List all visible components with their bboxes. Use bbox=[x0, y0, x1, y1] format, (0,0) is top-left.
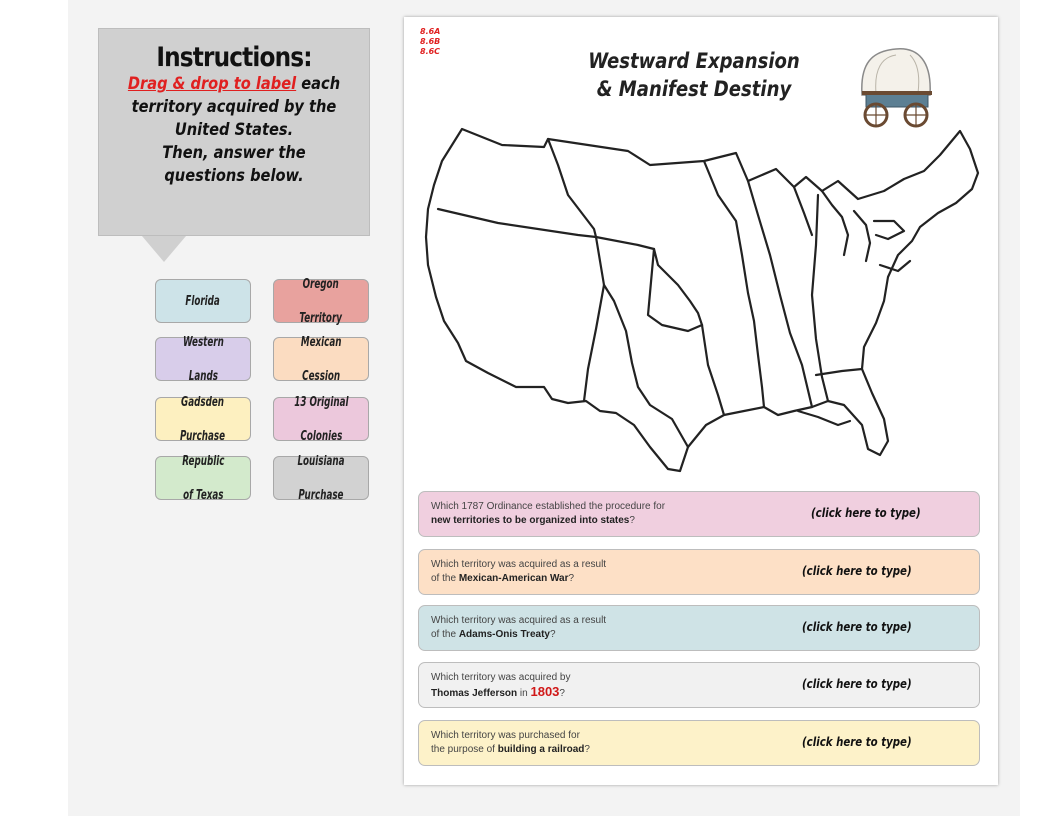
label-tile-13-original-colonies[interactable]: 13 Original Colonies bbox=[273, 397, 369, 441]
question-text-2: Which territory was acquired as a result of the Mexican-American War? bbox=[431, 559, 607, 584]
label-tile-oregon-territory[interactable]: Oregon Territory bbox=[273, 279, 369, 323]
answer-field-5[interactable]: (click here to type) bbox=[802, 735, 912, 749]
answer-field-1[interactable]: (click here to type) bbox=[811, 506, 921, 520]
label-tile-louisiana-purchase[interactable]: Louisiana Purchase bbox=[273, 456, 369, 500]
label-tile-western-lands[interactable]: Western Lands bbox=[155, 337, 251, 381]
label-tile-mexican-cession[interactable]: Mexican Cession bbox=[273, 337, 369, 381]
worksheet-title: Westward Expansion & Manifest Destiny bbox=[588, 49, 800, 101]
instructions-text: Drag & drop to label each territory acquired by the United States. Then, answer the questions below. bbox=[127, 74, 341, 186]
answer-field-2[interactable]: (click here to type) bbox=[802, 564, 912, 578]
question-row-2 bbox=[418, 549, 980, 595]
instructions-title: Instructions: bbox=[156, 42, 312, 73]
callout-pointer bbox=[142, 236, 186, 262]
drag-drop-highlight: Drag & drop to label bbox=[127, 74, 297, 94]
answer-field-3[interactable]: (click here to type) bbox=[802, 620, 912, 634]
instructions-callout bbox=[98, 28, 370, 236]
question-text-4: Which territory was acquired by Thomas Jefferson in 1803? bbox=[431, 672, 571, 699]
question-text-1: Which 1787 Ordinance established the procedure for new territories to be organized into states? bbox=[431, 501, 666, 526]
question-row-1 bbox=[418, 491, 980, 537]
standards-codes: 8.6A 8.6B 8.6C bbox=[420, 27, 441, 56]
us-territories-map bbox=[418, 125, 984, 493]
question-text-3: Which territory was acquired as a result of the Adams-Onis Treaty? bbox=[431, 615, 607, 640]
question-row-3 bbox=[418, 605, 980, 651]
question-row-5 bbox=[418, 720, 980, 766]
label-tile-florida[interactable]: Florida bbox=[155, 279, 251, 323]
question-text-5: Which territory was purchased for the purpose of building a railroad? bbox=[431, 730, 590, 755]
year-highlight: 1803 bbox=[530, 684, 560, 699]
label-tile-gadsden-purchase[interactable]: Gadsden Purchase bbox=[155, 397, 251, 441]
label-tile-republic-of-texas[interactable]: Republic of Texas bbox=[155, 456, 251, 500]
question-row-4 bbox=[418, 662, 980, 708]
answer-field-4[interactable]: (click here to type) bbox=[802, 677, 912, 691]
covered-wagon-icon bbox=[852, 33, 938, 129]
